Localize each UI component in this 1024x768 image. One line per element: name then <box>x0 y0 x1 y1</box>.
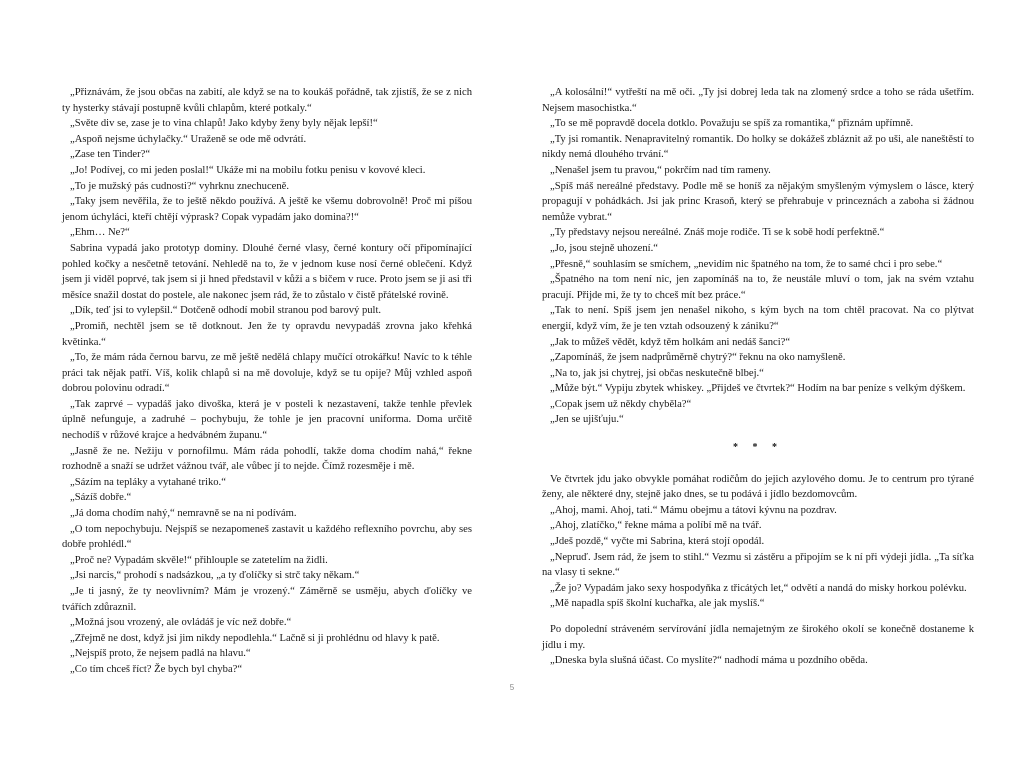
paragraph: „Na to, jak jsi chytrej, jsi občas neskutečně blbej.“ <box>550 367 764 379</box>
paragraph: Ve čtvrtek jdu jako obvykle pomáhat rodičům do jejich azylového domu. Je to centrum pro týrané ženy, ale některé dny, stejně jako dnes, se tu podává i jídlo bezdomovcům. <box>542 473 974 501</box>
paragraph: „Může být.“ Vypiju zbytek whiskey. „Přijdeš ve čtvrtek?“ Hodím na bar peníze s velkým dýškem. <box>550 383 966 395</box>
paragraph: „Zřejmě ne dost, když jsi jim nikdy nepodlehla.“ Lačně si ji prohlédnu od hlavy k patě. <box>70 632 440 644</box>
paragraph: „Sázím na tepláky a vytahané triko.“ <box>70 476 226 488</box>
paragraph: „Promiň, nechtěl jsem se tě dotknout. Jen že ty opravdu nevypadáš zrovna jako křehká květinka.“ <box>62 320 472 348</box>
paragraph: „Možná jsou vrozený, ale ovládáš je víc než dobře.“ <box>70 617 292 629</box>
paragraph: „Jo, jsou stejně uhození.“ <box>550 242 658 254</box>
paragraph: „Přiznávám, že jsou občas na zabití, ale když se na to koukáš pořádně, tak zjistíš, že se z nich ty hysterky stávají postupně kvůli chlapům, které potkaly.“ <box>62 87 472 114</box>
paragraph: „Ty jsi romantik. Nenapravitelný romantik. Do holky se dokážeš zbláznit až po uši, ale naneštěstí to nikdy nemá dlouhého trvání.“ <box>542 133 974 161</box>
page-number: 5 <box>509 683 515 692</box>
paragraph: „Špatného na tom není nic, jen zapomínáš na to, že neustále mluví o tom, jak na svém vztahu pracují. Přijde mi, že ty to chceš mít bez práce.“ <box>542 274 974 301</box>
paragraph: „Dík, teď jsi to vylepšil.“ Dotčeně odhodí mobil stranou pod barový pult. <box>70 305 382 317</box>
paragraph: „Je ti jasný, že ty neovlivním? Mám je vrozený.“ Záměrně se usměju, abych ďolíčky ve tvářích zdůraznil. <box>62 586 472 613</box>
paragraph: „Jasně že ne. Nežiju v pornofilmu. Mám ráda pohodlí, takže doma chodím nahá,“ řekne rozhodně a snaží se udržet vážnou tvář, ale vůbec jí to nejde. Čímž rozesměje i mě. <box>62 445 472 473</box>
paragraph: „To se mě popravdě docela dotklo. Považuju se spíš za romantika,“ přiznám upřímně. <box>550 118 914 130</box>
paragraph: „Nejspíš proto, že nejsem padlá na hlavu.“ <box>70 648 251 660</box>
paragraph: „To je mužský pás cudnosti?“ vyhrknu znechuceně. <box>70 180 290 192</box>
paragraph: „Copak jsem už někdy chyběla?“ <box>550 398 692 410</box>
right-text-column <box>542 85 974 669</box>
paragraph: „Aspoň nejsme úchylačky.“ Uraženě se ode mě odvrátí. <box>70 133 307 145</box>
paragraph: „Ahoj, zlatíčko,“ řekne máma a políbí mě na tvář. <box>550 520 762 532</box>
paragraph: „Proč ne? Vypadám skvěle!“ přihlouple se zatetelím na židli. <box>70 554 328 566</box>
paragraph: „Zapomínáš, že jsem nadprůměrně chytrý?“ řeknu na oko namyšleně. <box>550 352 846 364</box>
paragraph: „Sázíš dobře.“ <box>70 492 132 504</box>
paragraph: „Co tím chceš říct? Že bych byl chyba?“ <box>70 663 243 675</box>
paragraph: „Jdeš pozdě,“ vyčte mi Sabrina, která stojí opodál. <box>550 536 765 548</box>
paragraph: „Jsi narcis,“ prohodí s nadsázkou, „a ty ďolíčky si strč taky někam.“ <box>70 570 360 582</box>
paragraph: „Jen se ujišťuju.“ <box>550 414 624 426</box>
paragraph: „Ehm… Ne?“ <box>70 227 130 239</box>
paragraph: „Že jo? Vypadám jako sexy hospodyňka z třicátých let,“ odvětí a nandá do misky horkou polévku. <box>550 582 967 594</box>
paragraph: „Tak zaprvé – vypadáš jako divoška, která je v posteli k nezastavení, takže tenhle převlek úplně nefunguje, a zadruhé – pochybuju, že tohle je jen pracovní uniforma. Doma určitě nechodíš v růžové krajce a hedvábném županu.“ <box>62 398 472 442</box>
paragraph: „Ahoj, mami. Ahoj, tati.“ Mámu obejmu a tátovi kývnu na pozdrav. <box>550 504 837 516</box>
paragraph: „Nepruď. Jsem rád, že jsem to stihl.“ Vezmu si zástěru a připojím se k ní při výdeji jídla. „Ta síťka na vlasy ti sekne.“ <box>542 551 974 579</box>
paragraph: „Já doma chodím nahý,“ nemravně se na ni podívám. <box>70 508 297 520</box>
paragraph: „Světe div se, zase je to vina chlapů! Jako kdyby ženy byly nějak lepší!“ <box>70 118 378 130</box>
paragraph: „O tom nepochybuju. Nejspíš se nezapomeneš zastavit u každého reflexního povrchu, aby ses dobře prohlédl.“ <box>62 523 472 551</box>
paragraph: „Taky jsem nevěřila, že to ještě někdo používá. A ještě ke všemu dobrovolně! Proč mi píšou jenom úchyláci, kteří chtějí výprask? Copak vypadám jako domina?!“ <box>62 196 472 223</box>
paragraph: „Spíš máš nereálné představy. Podle mě se honíš za nějakým smyšleným výmyslem o lásce, který propagují v pohádkách. Jsi jak princ Krasoň, který se přehrabuje v princeznách a zaboha si žádnou nemůže vybrat.“ <box>542 180 974 223</box>
paragraph: Sabrina vypadá jako prototyp dominy. Dlouhé černé vlasy, černé kontury očí připomínající pohled kočky a nesčetně tetování. Nehledě na to, že v jednom kuse nosí černé oblečení. Když jsem ji viděl poprvé, tak jsem si ji hned představil v kůži a s bičem v ruce. Proto jsem se ji asi tři měsíce snažil dostat do postele, ale nakonec jsem rád, že to zůstalo v čistě přátelské rovině. <box>62 242 472 301</box>
paragraph: „Jak to můžeš vědět, když těm holkám ani nedáš šanci?“ <box>550 336 791 348</box>
paragraph: „Nenašel jsem tu pravou,“ pokrčím nad tím rameny. <box>550 164 771 176</box>
paragraph: „Mě napadla spíš školní kuchařka, ale jak myslíš.“ <box>550 598 765 610</box>
right-section-dialogue <box>542 85 974 428</box>
paragraph: Po dopolední stráveném servírování jídla nemajetným ze širokého okolí se konečně dostaneme k jídlu i my. <box>542 624 974 651</box>
section-separator: * * * <box>733 442 783 454</box>
paragraph: „Jo! Podívej, co mi jeden poslal!“ Ukáže mi na mobilu fotku penisu v kovové kleci. <box>70 164 426 176</box>
paragraph: „Zase ten Tinder?“ <box>70 149 151 161</box>
paragraph: „To, že mám ráda černou barvu, ze mě ještě nedělá chlapy mučící otrokářku! Navíc to k téhle práci tak nějak patří. Víš, kolik chlapů si na mě dovoluje, když se tu opije? Můj vzhled aspoň dobrou polovinu odradí.“ <box>62 352 472 395</box>
paragraph: „Přesně,“ souhlasím se smíchem, „nevidím nic špatného na tom, že to samé chci i pro sebe.“ <box>550 258 943 270</box>
right-section-thursday <box>542 472 974 612</box>
paragraph: „Ty představy nejsou nereálné. Znáš moje rodiče. Ti se k sobě hodí perfektně.“ <box>550 227 885 239</box>
paragraph: „Tak to není. Spíš jsem jen nenašel nikoho, s kým bych na tom chtěl pracovat. Na co plýtvat energií, když vím, že je ten vztah odsouzený k zániku?“ <box>542 305 974 332</box>
right-section-lunch <box>542 622 974 669</box>
left-text-column <box>62 85 472 678</box>
paragraph: „A kolosální!“ vytřeští na mě oči. „Ty jsi dobrej leda tak na zlomený srdce a toho se ráda ušetřím. Nejsem masochistka.“ <box>542 87 974 114</box>
paragraph: „Dneska byla slušná účast. Co myslíte?“ nadhodí máma u pozdního oběda. <box>550 655 868 667</box>
